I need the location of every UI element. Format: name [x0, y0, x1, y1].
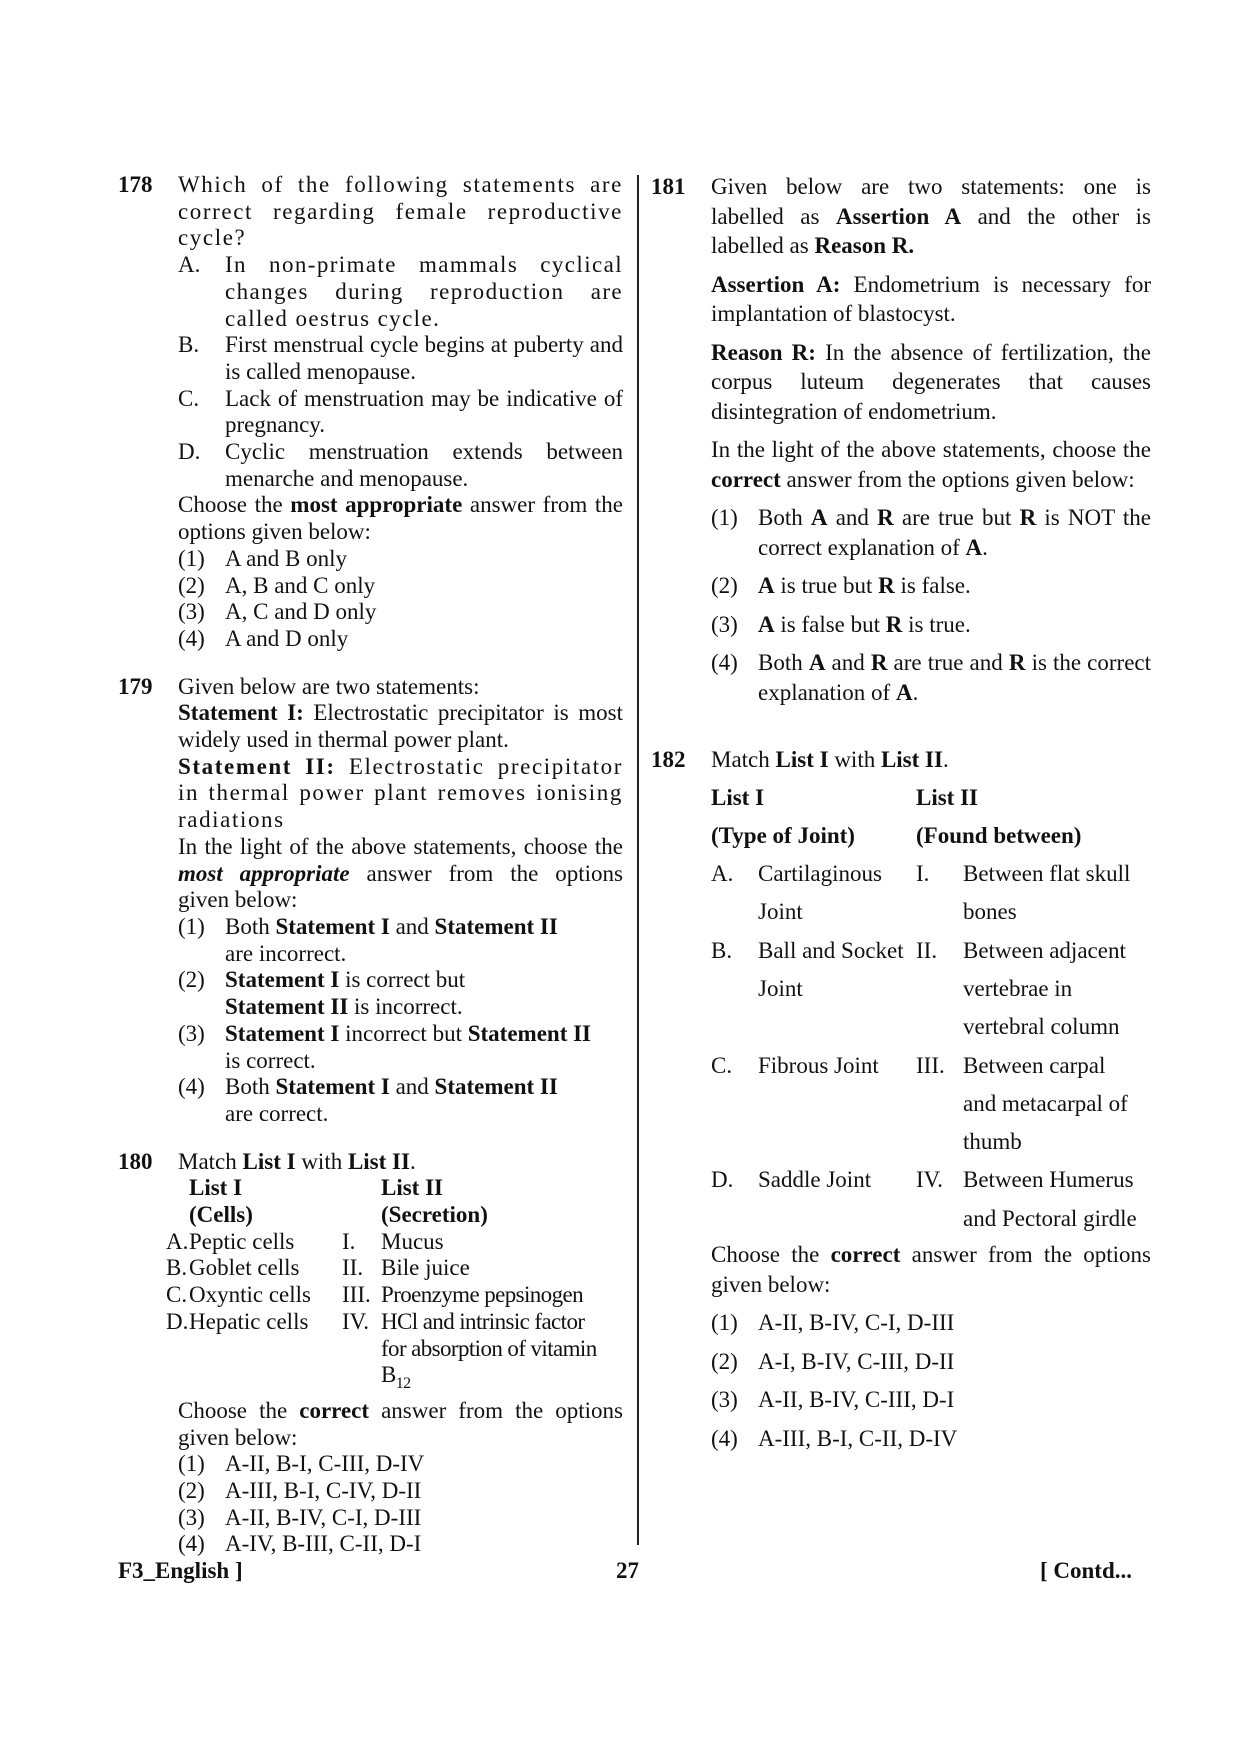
option-text: A-I, B-IV, C-III, D-II: [758, 1348, 955, 1374]
statement-2: [178, 754, 623, 834]
row-label: D.: [166, 1308, 189, 1334]
option-label: (1): [711, 1310, 738, 1336]
option-label: (3): [711, 611, 738, 637]
question-number: 180: [118, 1148, 153, 1174]
question-number: 179: [118, 673, 153, 699]
list-ii-subheader: (Secretion): [381, 1202, 488, 1228]
table-row: [711, 1047, 1143, 1162]
row-label: A.: [711, 861, 734, 887]
statement-item: [178, 252, 623, 332]
option-text: Both Statement I and Statement II are correct.: [225, 1074, 558, 1126]
row-roman: IV.: [916, 1167, 944, 1193]
row-roman: IV.: [342, 1308, 370, 1334]
choose-instruction: Choose the correct answer from the options given below:: [711, 1242, 1151, 1297]
found-between: Between carpal and metacarpal of thumb: [963, 1052, 1128, 1155]
row-roman: III.: [342, 1282, 371, 1308]
option-label: (4): [711, 1425, 738, 1451]
option-label: (1): [178, 1451, 205, 1477]
table-header-row: [711, 817, 1143, 855]
option-text: A-IV, B-III, C-II, D-I: [225, 1531, 422, 1557]
choose-instruction: In the light of the above statements, choose the correct answer from the options given below:: [711, 437, 1151, 492]
table-row: [166, 1282, 606, 1309]
cell-name: Peptic cells: [189, 1228, 295, 1254]
secretion-name: Mucus: [381, 1228, 444, 1254]
option-text: Statement I incorrect but Statement II is correct.: [225, 1020, 592, 1073]
subscript: 12: [395, 1375, 411, 1393]
statement-item: [178, 386, 623, 439]
question-182: [651, 745, 1151, 1453]
question-179: [118, 674, 623, 1128]
option-label: (3): [178, 599, 205, 625]
table-row: [711, 932, 1143, 1047]
option-text: A-II, B-IV, C-III, D-I: [758, 1387, 955, 1413]
option-label: (4): [178, 1074, 205, 1100]
answer-option-4[interactable]: [711, 648, 1151, 707]
option-label: (2): [178, 967, 205, 993]
choose-instruction: [178, 492, 623, 545]
statement-label: A.: [178, 252, 201, 278]
question-stem: Match List I with List II.: [711, 747, 949, 772]
table-header-row: [166, 1202, 606, 1229]
option-label: (2): [711, 573, 738, 598]
question-stem: Match List I with List II.: [178, 1148, 416, 1174]
answer-option-2[interactable]: [711, 571, 1151, 601]
option-text: A-II, B-I, C-III, D-IV: [225, 1451, 425, 1477]
instruction-emphasis: most appropriate: [178, 860, 350, 886]
column-divider: [637, 175, 639, 1545]
list-ii-subheader: (Found between): [916, 822, 1082, 848]
list-i-header: List I: [189, 1175, 243, 1201]
option-text: A, B and C only: [225, 572, 376, 598]
answer-option-4[interactable]: [178, 1531, 623, 1558]
cell-name: Oxyntic cells: [189, 1282, 311, 1308]
right-column: [651, 172, 1151, 1453]
secretion-name: Bile juice: [381, 1255, 470, 1281]
question-181: [651, 172, 1151, 707]
answer-option-4[interactable]: [711, 1424, 1151, 1454]
table-row: [711, 1161, 1143, 1238]
row-roman: I.: [916, 861, 930, 887]
question-stem: Which of the following statements are correct regarding female reproductive cycle?: [178, 172, 623, 251]
choose-instruction: Choose the correct answer from the options given below:: [178, 1397, 623, 1450]
cell-name: Goblet cells: [189, 1255, 300, 1281]
answer-option-1[interactable]: [178, 546, 623, 573]
answer-option-1[interactable]: [711, 1308, 1151, 1338]
page-number: 27: [616, 1558, 639, 1583]
list-ii-header: List II: [381, 1175, 443, 1201]
option-text: Both A and R are true and R is the correct explanation of A.: [758, 650, 1152, 705]
row-label: C.: [166, 1282, 188, 1308]
instruction-text: Choose the: [178, 492, 291, 518]
row-label: B.: [711, 937, 733, 963]
row-label: D.: [711, 1167, 734, 1193]
left-column: [118, 172, 623, 1558]
statement-text: First menstrual cycle begins at puberty and is called menopause.: [225, 332, 623, 384]
table-row: [166, 1255, 606, 1282]
statement-text: Electrostatic precipitator in thermal power plant removes ionising radiations: [178, 753, 624, 833]
row-roman: I.: [342, 1228, 356, 1254]
answer-option-2[interactable]: [711, 1347, 1151, 1377]
answer-option-3[interactable]: [178, 1021, 623, 1074]
row-label: C.: [711, 1052, 733, 1078]
instruction-text: answer from the options given below:: [178, 492, 623, 545]
instruction-text: In the light of the above statements, choose the: [178, 833, 623, 859]
answer-option-3[interactable]: [711, 1385, 1151, 1415]
option-text: Both Statement I and Statement II are incorrect.: [225, 913, 558, 966]
question-stem: Given below are two statements:: [178, 673, 480, 699]
option-text: A-II, B-IV, C-I, D-III: [225, 1504, 422, 1530]
question-stem: Given below are two statements: one is labelled as Assertion A and the other is labelled as Reason R.: [711, 174, 1151, 258]
table-row: [711, 855, 1143, 932]
table-row: [166, 1309, 606, 1398]
row-roman: II.: [342, 1255, 364, 1281]
answer-option-2[interactable]: [178, 573, 623, 600]
answer-option-2[interactable]: [178, 967, 623, 1020]
statement-1: [178, 700, 623, 753]
secretion-name: HCl and intrinsic factor for absorption of vitamin $B_{12}$: [381, 1308, 597, 1393]
option-text: Both A and R are true but R is NOT the correct explanation of A.: [758, 505, 1152, 560]
row-label: A.: [166, 1228, 189, 1254]
option-text: A-III, B-I, C-II, D-IV: [758, 1425, 958, 1451]
option-label: (1): [178, 545, 205, 571]
statement-text: Lack of menstruation may be indicative of pregnancy.: [225, 385, 623, 438]
joint-type: Cartilaginous Joint: [758, 861, 882, 925]
list-i-subheader: (Cells): [189, 1202, 253, 1228]
footer-continued: [ Contd...: [1040, 1558, 1133, 1583]
option-label: (4): [711, 650, 738, 675]
statement-label: Statement II:: [178, 753, 336, 779]
cell-name: Hepatic cells: [189, 1308, 309, 1334]
option-text: A is false but R is true.: [758, 611, 971, 637]
statement-label: B.: [178, 332, 200, 358]
option-label: (2): [711, 1348, 738, 1374]
option-text: A-II, B-IV, C-I, D-III: [758, 1310, 955, 1336]
option-text: A and D only: [225, 625, 349, 651]
statement-label: D.: [178, 439, 201, 465]
option-label: (1): [711, 505, 738, 530]
option-text: A, C and D only: [225, 599, 377, 625]
statement-label: Statement I:: [178, 700, 304, 726]
answer-option-4[interactable]: [178, 626, 623, 653]
answer-option-1[interactable]: [178, 1451, 623, 1478]
statement-text: Electrostatic precipitator is most widely used in thermal power plant.: [178, 700, 623, 753]
question-178: [118, 172, 623, 653]
table-header-row: [711, 779, 1143, 817]
answer-option-1[interactable]: [711, 503, 1151, 562]
footer-code: F3_English ]: [118, 1558, 243, 1583]
row-label: B.: [166, 1255, 188, 1281]
statement-item: [178, 439, 623, 492]
option-label: (2): [178, 572, 205, 598]
table-row: [166, 1229, 606, 1256]
statement-text: In non-primate mammals cyclical changes during reproduction are called oestrus cycle.: [225, 252, 623, 331]
answer-option-2[interactable]: [178, 1478, 623, 1505]
question-number: 182: [651, 747, 686, 772]
question-number: 178: [118, 172, 153, 197]
assertion: Assertion A: Endometrium is necessary for implantation of blastocyst.: [711, 271, 1152, 326]
option-text: A-III, B-I, C-IV, D-II: [225, 1478, 422, 1504]
row-roman: II.: [916, 937, 938, 963]
table-header-row: [166, 1175, 606, 1202]
match-table: [711, 779, 1143, 1239]
question-number: 181: [651, 174, 686, 199]
found-between: Between Humerus and Pectoral girdle: [963, 1167, 1137, 1231]
option-label: (3): [711, 1387, 738, 1413]
option-label: (4): [178, 1531, 205, 1557]
option-label: (3): [178, 1504, 205, 1530]
match-table: [166, 1175, 606, 1398]
option-label: (4): [178, 625, 205, 651]
row-roman: III.: [916, 1052, 945, 1078]
joint-type: Saddle Joint: [758, 1167, 872, 1193]
joint-type: Ball and Socket Joint: [758, 937, 904, 1001]
list-i-header: List I: [711, 784, 765, 810]
option-label: (1): [178, 913, 205, 939]
option-label: (3): [178, 1020, 205, 1046]
answer-option-1[interactable]: [178, 914, 623, 967]
statement-label: C.: [178, 385, 200, 411]
choose-instruction: [178, 834, 623, 914]
found-between: Between adjacent vertebrae in vertebral column: [963, 937, 1126, 1040]
answer-option-3[interactable]: [178, 1505, 623, 1532]
list-ii-header: List II: [916, 784, 978, 810]
option-text: Statement I is correct but Statement II is incorrect.: [225, 967, 466, 1020]
joint-type: Fibrous Joint: [758, 1052, 879, 1078]
statement-item: [178, 332, 623, 385]
instruction-text: answer from the options given below:: [178, 860, 623, 913]
option-label: (2): [178, 1478, 205, 1504]
instruction-emphasis: most appropriate: [290, 492, 463, 518]
answer-option-3[interactable]: [711, 610, 1151, 640]
option-text: A is true but R is false.: [758, 573, 971, 598]
found-between: Between flat skull bones: [963, 861, 1131, 925]
secretion-name: Proenzyme pepsinogen: [381, 1282, 583, 1308]
option-text: A and B only: [225, 545, 348, 571]
answer-option-4[interactable]: [178, 1074, 623, 1127]
reason: Reason R: In the absence of fertilization, the corpus luteum degenerates that causes disintegration of endometrium.: [711, 339, 1151, 424]
answer-option-3[interactable]: [178, 599, 623, 626]
statement-text: Cyclic menstruation extends between menarche and menopause.: [225, 439, 623, 491]
question-180: [118, 1149, 623, 1559]
list-i-subheader: (Type of Joint): [711, 822, 855, 848]
